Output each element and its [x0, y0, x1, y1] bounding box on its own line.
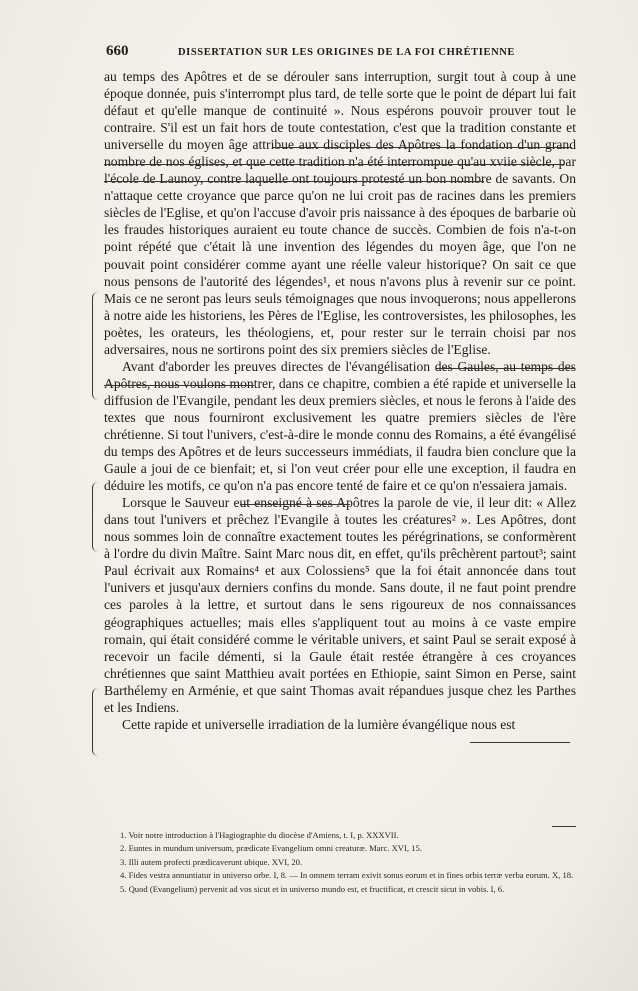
pencil-underline: [104, 385, 254, 386]
pencil-underline: [240, 504, 350, 505]
pencil-underline: [104, 164, 564, 165]
footnote: 1. Voir notre introduction à l'Hagiographie du diocèse d'Amiens, t. I, p. XXXVII.: [120, 830, 399, 840]
footnote: 5. Quod (Evangelium) pervenit ad vos sicut et in universo mundo est, et fructificat, et crescit sicut in vobis. I, 6.: [120, 883, 505, 894]
paragraph: Cette rapide et universelle irradiation de la lumière évangélique nous est: [122, 716, 516, 732]
footnote: 2. Euntes in mundum universum, prædicate Evangelium omni creaturæ. Marc. XVI, 15.: [120, 843, 422, 854]
running-title: DISSERTATION SUR LES ORIGINES DE LA FOI CHRÉTIENNE: [178, 47, 516, 58]
pencil-underline: [436, 368, 574, 369]
pencil-underline: [552, 826, 576, 827]
paragraph: au temps des Apôtres et de se dérouler sans interruption, surgit tout à coup à une époque donnée, puis s'interrompt plus tard, de telle sorte que le point de départ lui fait défaut et qu'elle manque de continuité ». Nous espérons pouvoir prouver tout le contraire. S'il est un fait hors de toute contestation, c'est que la tradition constante et universelle du moyen âge attribue aux disciples des Apôtres la fondation d'un grand nombre de nos églises, et que cette tradition n'a été interrompue qu'au xviie siècle, par l'école de Launoy, contre laquelle ont toujours protesté un bon nombre de savants. On n'attaque cette croyance que parce qu'on ne lui croit pas de racines dans les premiers siècles de l'Eglise, et qu'on l'accuse d'avoir pris naissance à des époques de barbarie où les fraudes historiques auraient eu toute chance de succès. Combien de fois n'a-t-on point répété que c'était là une invention des légendes du moyen âge, que l'on ne pouvait point considérer comme ayant une réelle valeur historique? On sait ce que nous pensons de l'autorité des légendes¹, et nous n'avons plus à revenir sur ce point. Mais ce ne seront pas leurs seuls témoignages que nous invoquerons; nous appellerons à notre aide les historiens, les Pères de l'Eglise, les controversistes, les philosophes, les poètes, les orateurs, les théologiens, et, pour rester sur le terrain choisi par nos adversaires, nous ne sortirons point des six premiers siècles de l'Eglise.: [104, 69, 576, 357]
paragraph: Avant d'aborder les preuves directes de l'évangélisation des Gaules, au temps des Apôtres, nous voulons montrer, dans ce chapitre, combien a été rapide et universelle la diffusion de l'Evangile, pendant les deux premiers siècles, et nous le ferons à l'aide des textes que nous fourniront exclusivement les quatre premiers siècles de l'ère chrétienne. Si tout l'univers, c'est-à-dire le monde connu des Romains, a été évangélisé du temps des Apôtres et de leurs successeurs immédiats, il faudra bien conclure que la Gaule a joui de ce bienfait; et, si l'on veut créer pour elle une exception, il faudra en déduire les motifs, ce qu'on n'a pas encore tenté de faire et ce qu'on n'essaiera jamais.: [104, 358, 576, 494]
footnote: 4. Fides vestra annuntiatur in universo orbe. I, 8. — In omnem terram exivit sonus eorum et in fines orbis terræ verba eorum. X, 18.: [120, 870, 574, 881]
paragraph: Lorsque le Sauveur eut enseigné à ses Apôtres la parole de vie, il leur dit: « Allez dans tout l'univers et prêchez l'Evangile à toutes les créatures² ». Les Apôtres, dont nous sommes loin de connaître exactement toutes les pérégrinations, se conformèrent à l'ordre du divin Maître. Saint Marc nous dit, en effet, qu'ils prêchèrent partout³; saint Paul écrivait aux Romains⁴ et aux Colossiens⁵ que la foi était annoncée dans tout l'univers et jusqu'aux derniers confins du monde. Sans doute, il ne faut point prendre ces paroles à la lettre, et surtout dans le sens rigoureux de nos connaissances géographiques actuelles; mais elles s'appliquent tout au moins à ce vaste empire romain, qui était considéré comme le véritable univers, et saint Paul se serait exposé à recevoir un facile démenti, si la Gaule était restée étrangère à ces croyances chrétiennes que saint Matthieu avait portées en Ethiopie, saint Simon en Perse, saint Barthélemy en Arménie, et que saint Thomas avait répandues jusque chez les Parthes et les Indiens.: [104, 495, 576, 715]
body-text: [104, 68, 576, 733]
page-number: 660: [106, 43, 129, 59]
footnotes: [120, 829, 576, 896]
page-header: [106, 43, 576, 63]
margin-pencil-mark: [92, 688, 99, 756]
margin-pencil-mark: [92, 482, 99, 552]
footnote: 3. Illi autem profecti prædicaverunt ubique. XVI, 20.: [120, 856, 303, 867]
pencil-underline: [272, 147, 572, 148]
margin-pencil-mark: [92, 292, 99, 400]
pencil-underline: [104, 181, 484, 182]
pencil-underline: [470, 742, 570, 743]
